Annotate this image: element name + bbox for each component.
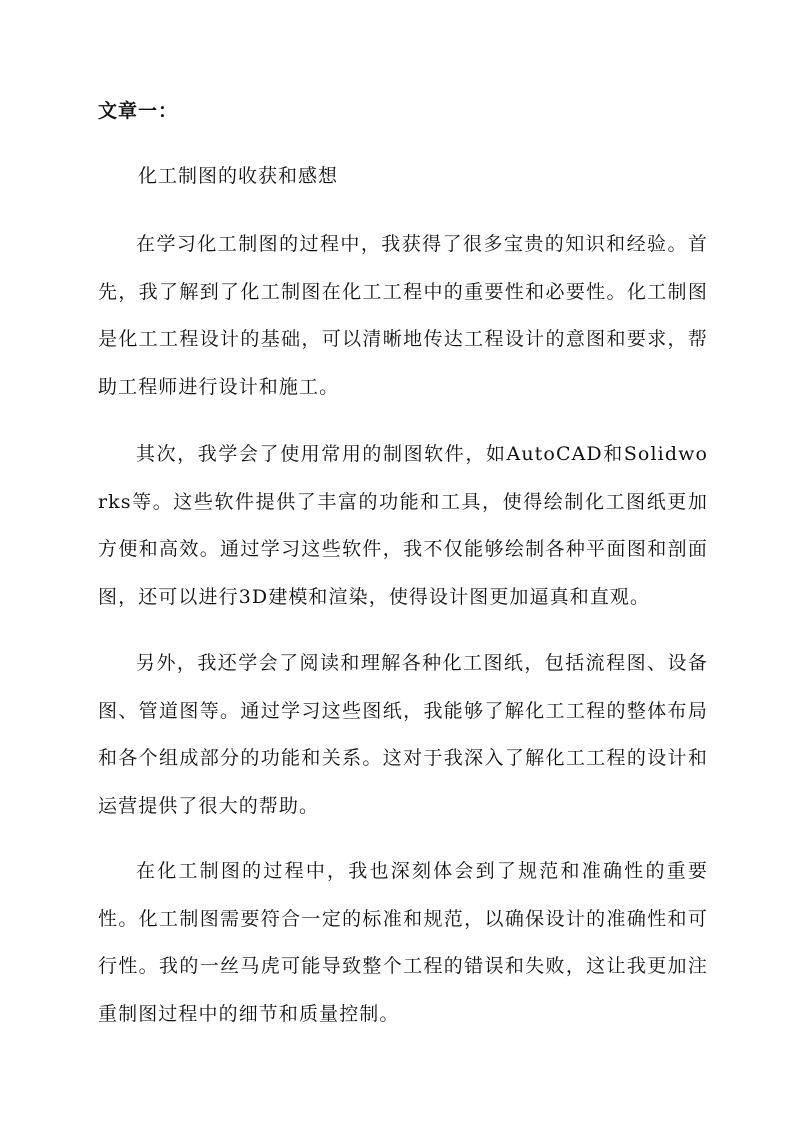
paragraph-3: 另外，我还学会了阅读和理解各种化工图纸，包括流程图、设备图、管道图等。通过学习这些图纸，我能够了解化工工程的整体布局和各个组成部分的功能和关系。这对于我深入了解化工工程的设计和运营提供了很大的帮助。 <box>98 652 708 817</box>
article-subtitle: 化工制图的收获和感想 <box>138 165 339 187</box>
article-heading: 文章一： <box>98 100 179 122</box>
paragraph-2: 其次，我学会了使用常用的制图软件，如AutoCAD和Solidworks等。这些软件提供了丰富的功能和工具，使得绘制化工图纸更加方便和高效。通过学习这些软件，我不仅能够绘制各种平面图和剖面图，还可以进行3D建模和渲染，使得设计图更加逼真和直观。 <box>98 443 708 608</box>
paragraph-1: 在学习化工制图的过程中，我获得了很多宝贵的知识和经验。首先，我了解到了化工制图在化工工程中的重要性和必要性。化工制图是化工工程设计的基础，可以清晰地传达工程设计的意图和要求，帮助工程师进行设计和施工。 <box>98 233 708 398</box>
paragraph-4: 在化工制图的过程中，我也深刻体会到了规范和准确性的重要性。化工制图需要符合一定的标准和规范，以确保设计的准确性和可行性。我的一丝马虎可能导致整个工程的错误和失败，这让我更加注重制图过程中的细节和质量控制。 <box>98 860 708 1025</box>
